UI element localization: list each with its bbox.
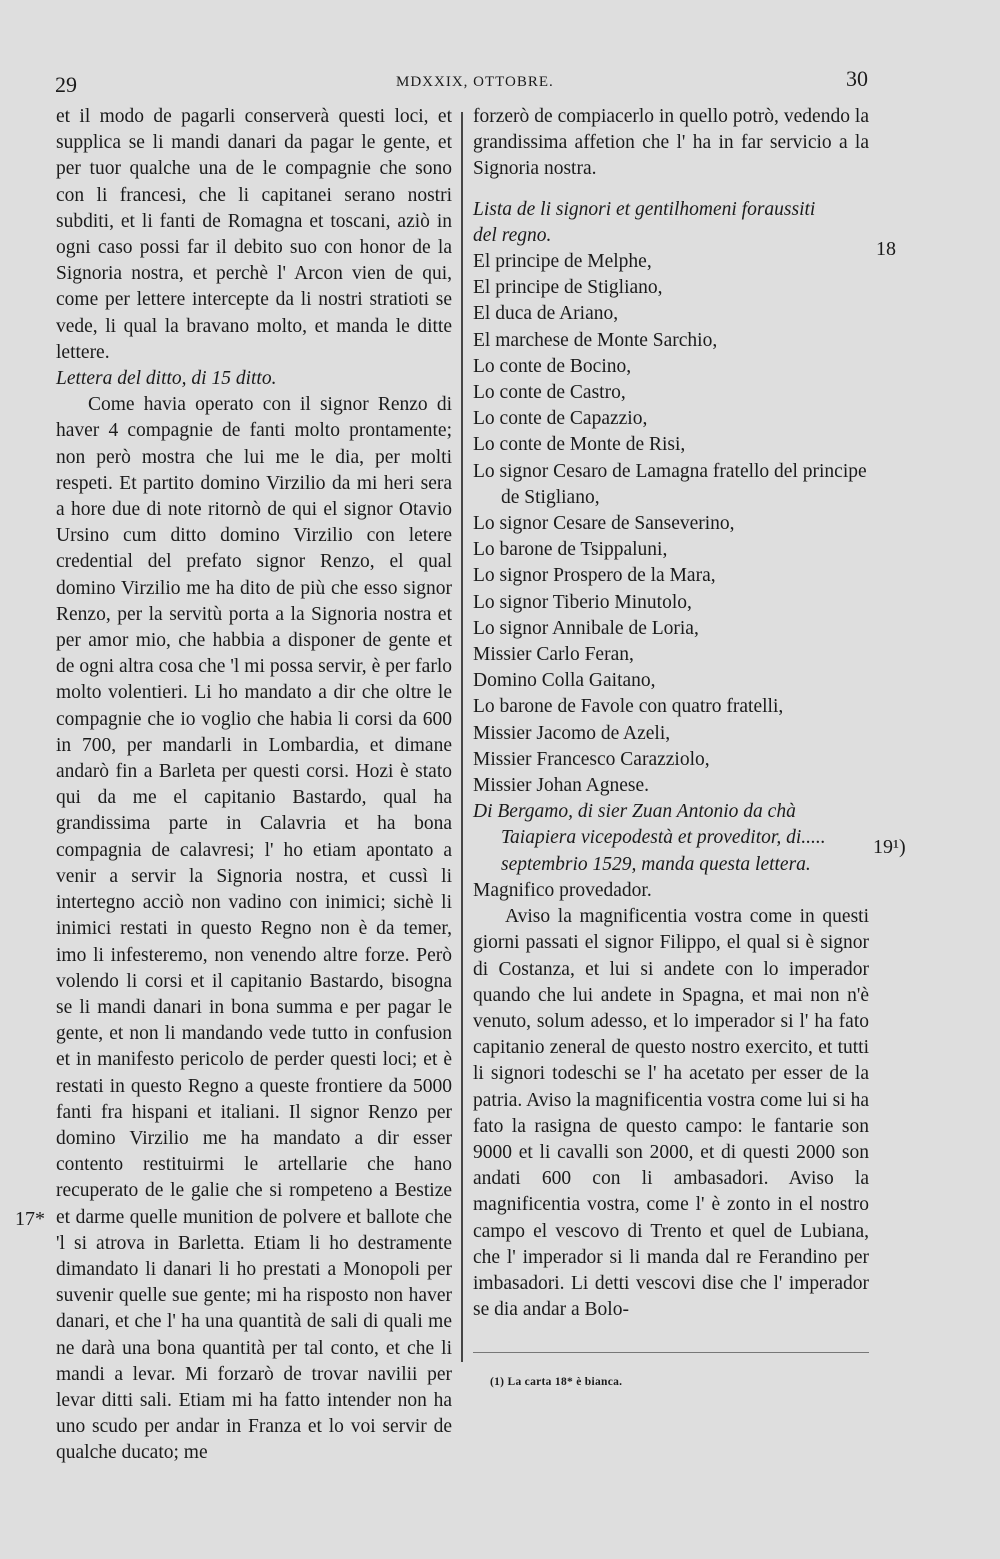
bergamo-heading-line-2: Taiapiera vicepodestà et proveditor, di..... (501, 827, 826, 849)
margin-note-18: 18 (876, 238, 896, 260)
list-item: El duca de Ariano, (473, 303, 619, 325)
list-item: Lo signor Prospero de la Mara, (473, 565, 716, 587)
list-item: Missier Carlo Feran, (473, 644, 634, 666)
right-paragraph-2: Aviso la magnificentia vostra come in questi giorni passati el signor Filippo, el qual si è signor di Costanza, et lui si andete con lo imperador quando che lui andete in Spagna, et mai non n'è venuto, solum adesso, et lo imperador si l' ha fato capitanio zeneral de questo nostro exercito, et tutti li signori todeschi se l' ha acetato per esser de la patria. Aviso la magnificentia vostra come lui si ha fato la rasigna de questo campo: le fantarie son 9000 et li cavalli son 2000, et di questi 2000 son andati 600 con li ambasadori. Aviso la magnificentia vostra, come l' è zonto in el nostro campo el vescovo di Trento et quel de Lubiana, che l' imperador si li manda dal re Ferandino per imbasadori. Li detti vescovi dise che l' imperador se dia andar a Bolo- (473, 906, 869, 1321)
list-item: Lo conte de Castro, (473, 382, 626, 404)
list-heading-line-1: Lista de li signori et gentilhomeni foraussiti (473, 198, 816, 220)
exile-list (473, 249, 869, 799)
footnote: (1) La carta 18* è bianca. (490, 1376, 623, 1388)
left-paragraph-2: Come havia operato con il signor Renzo di haver 4 compagnie de fanti molto prontamente; non però mostra che lui me le dia, per molti respeti. Et partito domino Virzilio da mi heri sera a hore due di note ritornò de qui el signor Otavio Ursino cum ditto domino Virzilio con letere credential del prefato signor Renzo, el qual domino Virzilio me ha dito de più che esso signor Renzo, per la servitù porta a la Signoria nostra et per amor mio, che habbia a disponer de gente et de ogni altra cosa che 'l mi possa servir, è per farlo molto volentieri. Li ho mandato a dir che oltre le compagnie che io voglio che habia li corsi da 600 in 700, per mandarli in Lombardia, et dimane andarò fin a Barleta per questi corsi. Hozi è stato qui da me el capitanio Bastardo, qual ha grandissima parte in Calavria et ha bona compagnia de calavresi; l' ho etiam apontato a venir a servir la Signoria nostra, et cussì li intertegno acciò non vadino con inimici; sichè li inimici restati in questo Regno non è da temer, imo li infesteremo, non venendo altre forze. Però volendo li corsi et il capitanio Bastardo, bisogna se li mandi danari in bona summa e per pagar le gente, et non li mandando vede tutto in confusion et in manifesto pericolo de perder questi loci; et è restati in questo Regno a queste frontiere da 5000 fanti fra hispani et italiani. Il signor Renzo per domino Virzilio me ha mandato a dir esser contento restituirmi le artellarie che hano recuperato de le galie che si rompeteno a Bestize et darme quelle munition de polvere et ballote che 'l si atrova in Barletta. Etiam li ho destramente dimandato li danari li ho prestati a Monopoli per suvenir quelle sue gente; mi ha risposto non haver danari, et che l' ha una quantità de sali di quali me ne darà una bona quantità per tal conto, et che li mandi a levar. Mi forzarò de trovar navilii per levar ditti sali. Etiam mi ha fatto intender non ha uno scudo per andar in Franza et lo voi servir de qualche ducato; me (56, 394, 452, 1464)
right-column (473, 104, 869, 1323)
margin-note-19: 19¹) (873, 836, 906, 858)
list-item: Lo conte de Monte de Risi, (473, 434, 686, 456)
list-item: El principe de Melphe, (473, 251, 652, 273)
bergamo-letter-heading (473, 799, 869, 878)
list-item: Lo signor Cesare de Sanseverino, (473, 513, 735, 535)
list-heading-line-2: del regno. (473, 224, 552, 246)
list-item: Lo signor Cesaro de Lamagna fratello del principe (473, 460, 867, 482)
list-item: Lo barone de Favole con quatro fratelli, (473, 696, 784, 718)
list-item: El marchese de Monte Sarchio, (473, 329, 718, 351)
list-item: Missier Francesco Carazziolo, (473, 748, 710, 770)
list-item: Missier Jacomo de Azeli, (473, 722, 671, 744)
list-item: de Stigliano, (501, 486, 600, 508)
page-number-left: 29 (55, 72, 77, 97)
list-item: Lo barone de Tsippaluni, (473, 539, 668, 561)
list-item: El principe de Stigliano, (473, 277, 663, 299)
letter-heading: Lettera del ditto, di 15 ditto. (56, 368, 277, 390)
bergamo-heading-line-1: Di Bergamo, di sier Zuan Antonio da chà (473, 801, 796, 823)
left-paragraph-1: et il modo de pagarli conserverà questi loci, et supplica se li mandi danari da pagar le gente, et per tuor qualche una de le compagnie che sono con li francesi, che li capitanei serano nostri subditi, et li fanti de Romagna et toscani, aziò in ogni caso possi far il debito suo con honor de la Signoria nostra, et perchè l' Arcon vien de qui, come per lettere intercepte da li nostri stratioti se vede, li qual la bravano molto, et manda le ditte lettere. (56, 106, 452, 363)
salutation: Magnifico provedador. (473, 879, 652, 901)
list-item: Missier Johan Agnese. (473, 775, 650, 797)
list-item: Domino Colla Gaitano, (473, 670, 656, 692)
footnote-rule (473, 1352, 869, 1353)
left-column (56, 104, 452, 1467)
list-heading (473, 197, 869, 249)
list-item: Lo signor Annibale de Loria, (473, 617, 699, 639)
running-title: MDXXIX, OTTOBRE. (396, 74, 554, 90)
page-number-right: 30 (846, 66, 868, 91)
right-paragraph-1: forzerò de compiacerlo in quello potrò, vedendo la grandissima affetion che l' ha in far servicio a la Signoria nostra. (473, 106, 869, 180)
list-item: Lo signor Tiberio Minutolo, (473, 591, 692, 613)
list-item: Lo conte de Bocino, (473, 355, 632, 377)
list-item: Lo conte de Capazzio, (473, 408, 648, 430)
margin-note-17: 17* (15, 1208, 45, 1230)
column-divider (461, 112, 463, 1362)
bergamo-heading-line-3: septembrio 1529, manda questa lettera. (501, 853, 811, 875)
page-header (0, 60, 1000, 100)
